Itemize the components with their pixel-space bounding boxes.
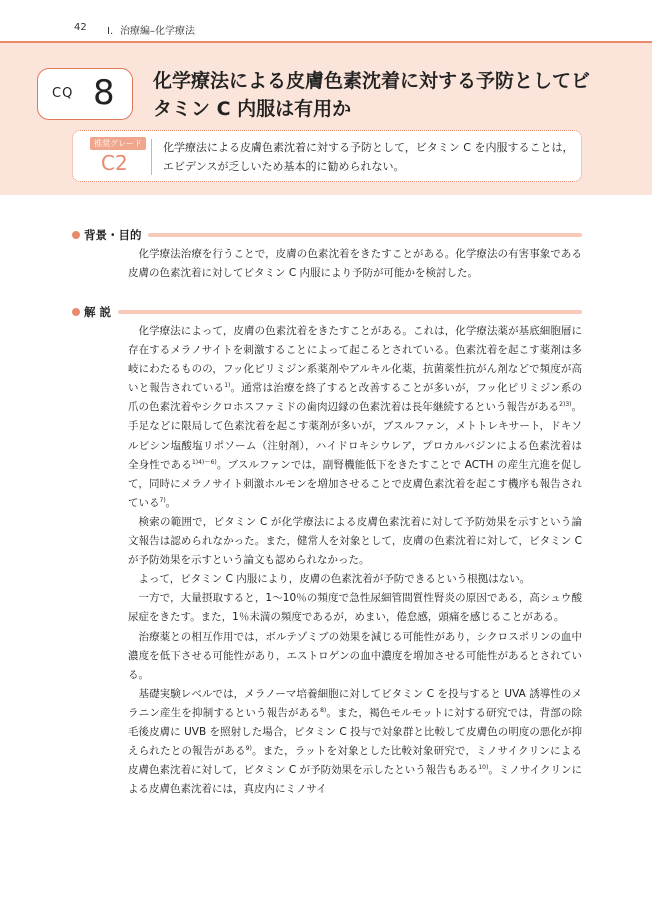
recommendation-text: 化学療法による皮膚色素沈着に対する予防として，ビタミン C を内服することは，エビデンスが乏しいため基本的に勧められない。 <box>163 141 574 173</box>
grade-divider <box>151 139 152 175</box>
commentary-paragraph-3: よって，ビタミン C 内服により，皮膚の色素沈着が予防できるという根拠はない。 <box>138 573 531 586</box>
background-body <box>128 245 582 283</box>
running-title: Ⅰ．治療編–化学療法 <box>107 26 195 37</box>
citation: 10) <box>478 764 489 772</box>
section-rule <box>148 233 582 237</box>
grade-value: C2 <box>101 151 128 175</box>
page-number: 42 <box>74 22 87 33</box>
section-title-background: 背景・目的 <box>84 228 142 242</box>
background-paragraph: 化学療法治療を行うことで，皮膚の色素沈着をきたすことがある。化学療法の有害事象である皮膚の色素沈着に対してビタミン C 内服により予防が可能かを検討した。 <box>128 248 582 280</box>
grade-label: 推奨グレード <box>90 137 146 150</box>
recommendation-box <box>72 130 582 182</box>
citation: 9) <box>245 745 252 753</box>
commentary-paragraph-4: 一方で，大量摂取すると，1～10％の頻度で急性尿細管間質性腎炎の原因である，高シュウ酸尿症をきたす。また，1％未満の頻度であるが，めまい，倦怠感，頭痛を感じることがある。 <box>128 592 582 624</box>
bullet-dot-icon <box>72 308 80 316</box>
citation: 1)4)～6) <box>191 458 217 466</box>
cq-number: 8 <box>93 73 115 113</box>
cq-title: 化学療法による皮膚色素沈着に対する予防としてビタミン C 内服は有用か <box>153 70 591 120</box>
section-heading-background <box>72 227 582 243</box>
bullet-dot-icon <box>72 231 80 239</box>
cq-badge <box>37 68 133 120</box>
citation: 2)3) <box>559 401 572 409</box>
commentary-paragraph-1: 化学療法によって，皮膚の色素沈着をきたすことがある。これは，化学療法薬が基底細胞層に存在するメラノサイトを刺激することによって起こるとされている。色素沈着を起こす薬剤は多岐にわたるものの，フッ化ピリミジン系薬剤やアルキル化薬，抗菌薬性抗がん剤などで頻度が高いと報告されている$^{1)}$。通常は治療を終了すると改善することが多いが，フッ化ピリミジン系の爪の色素沈着やシクロホスファミドの歯肉辺縁の色素沈着は長年継続するという報告がある$^{2)3)}$。手足などに限局して色素沈着を起こす薬剤が多いが，ブスルファン，メトトレキサート，ドキソルビシン塩酸塩リポソーム（注射剤），ハイドロキシウレア，プロカルバジンによる色素沈着は全身性である$^{1)4)\sim 6)}$。ブスルファンでは，副腎機能低下をきたすことで ACTH の産生亢進を促して，同時にメラノサイト刺激ホルモンを増加させることで皮膚色素沈着を起こす機序も報告されている$^{7)}$。 <box>128 325 583 509</box>
commentary-paragraph-5: 治療薬との相互作用では，ボルテゾミブの効果を減じる可能性があり，シクロスポリンの血中濃度を低下させる可能性があり，エストロゲンの血中濃度を増加させる可能性があるとされている。 <box>128 630 582 681</box>
page-header <box>0 0 652 40</box>
cq-label: CQ <box>52 86 74 101</box>
section-heading-commentary <box>72 304 582 320</box>
citation: 8) <box>320 706 327 714</box>
citation: 1) <box>224 382 231 390</box>
commentary-body <box>128 322 582 799</box>
section-title-commentary: 解 説 <box>84 305 112 319</box>
citation: 7) <box>159 496 166 504</box>
commentary-paragraph-6: 基礎実験レベルでは，メラノーマ培養細胞に対してビタミン C を投与すると UVA 誘導性のメラニン産生を抑制するという報告がある$^{8)}$。また，褐色モルモットに対する研究では，背部の除毛後皮膚に UVB を照射した場合，ビタミン C 投与で対象群と比較して皮膚色の明度の悪化が抑えられたとの報告がある$^{9)}$。また，ラットを対象とした比較対象研究で，ミノサイクリンによる皮膚色素沈着に対して，ビタミン C が予防効果を示したという報告もある$^{10)}$。ミノサイクリンによる皮膚色素沈着には，真皮内にミノサイ <box>128 687 583 796</box>
section-rule <box>118 310 582 314</box>
commentary-paragraph-2: 検索の範囲で，ビタミン C が化学療法による皮膚色素沈着に対して予防効果を示すという論文報告は認められなかった。また，健常人を対象として，皮膚の色素沈着に対して，ビタミン C が予防効果を示すという論文も認められなかった。 <box>128 515 582 567</box>
